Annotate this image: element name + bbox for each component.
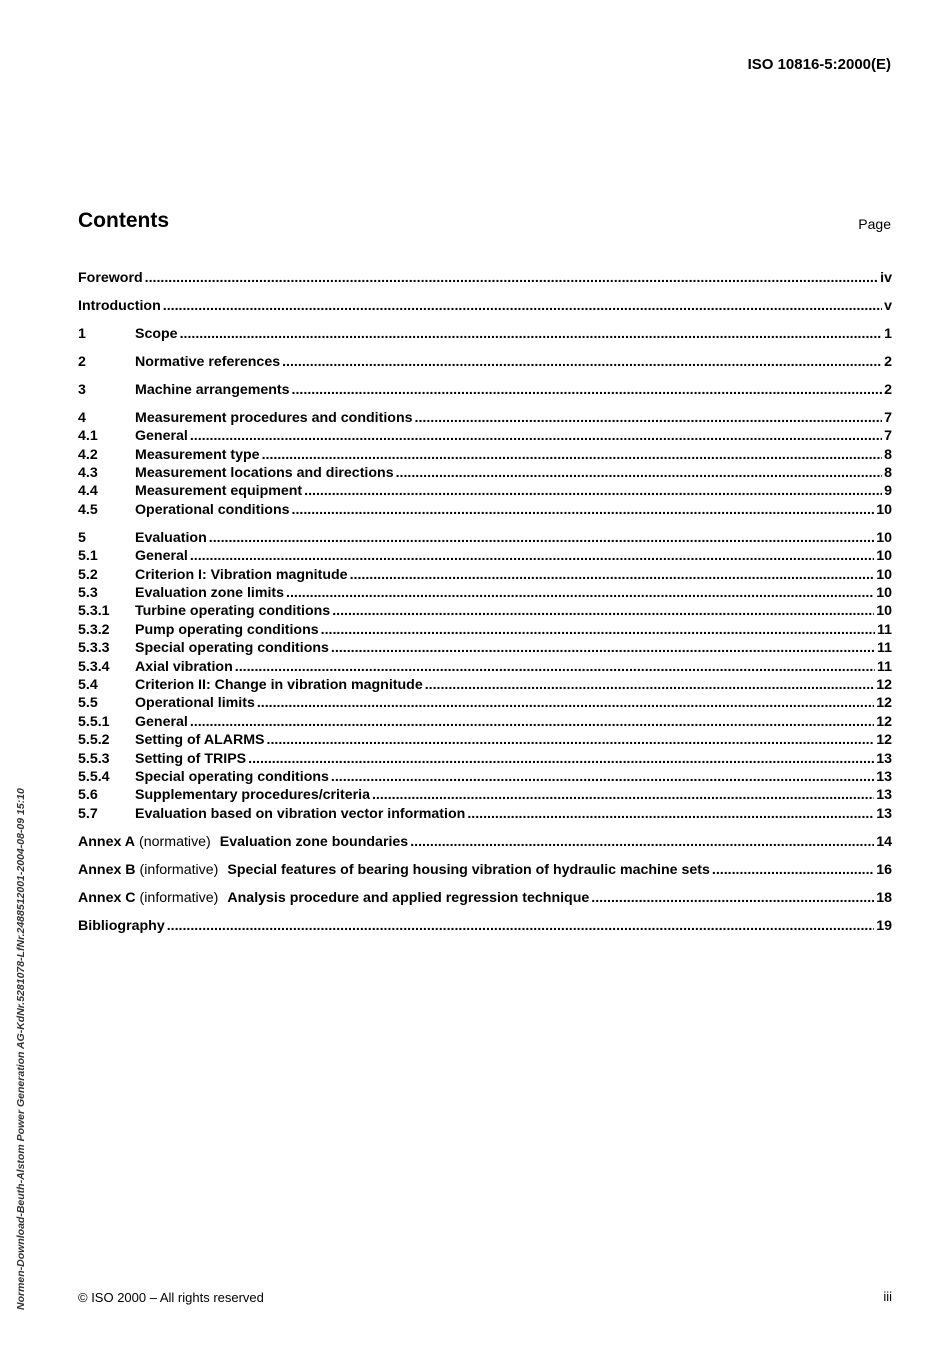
- toc-entry[interactable]: [78, 465, 892, 483]
- toc-entry[interactable]: [78, 326, 892, 344]
- toc-entry-page: 10: [876, 585, 892, 602]
- toc-entry[interactable]: [78, 695, 892, 713]
- toc-entry[interactable]: [78, 585, 892, 603]
- annex-label: Annex C: [78, 889, 136, 906]
- toc-entry-page: 13: [876, 805, 892, 822]
- toc-entry-title: Measurement type: [135, 446, 260, 463]
- toc-entry-number: 4.5: [78, 501, 98, 518]
- toc-entry-page: 14: [876, 833, 892, 850]
- toc-leader-dots: [467, 806, 874, 822]
- annex-title: Evaluation zone boundaries: [219, 833, 409, 850]
- toc-entry-number: 4.2: [78, 446, 98, 463]
- toc-leader-dots: [321, 622, 875, 638]
- toc-leader-dots: [331, 769, 874, 785]
- toc-leader-dots: [257, 695, 874, 711]
- table-of-contents: [78, 270, 892, 936]
- toc-entry[interactable]: [78, 622, 892, 640]
- page-column-label: Page: [858, 216, 891, 232]
- toc-entry-title: Operational conditions: [135, 501, 290, 518]
- toc-entry-title: Introduction: [78, 297, 161, 314]
- annex-title: Special features of bearing housing vibration of hydraulic machine sets: [227, 861, 710, 878]
- toc-entry-title: Setting of TRIPS: [135, 750, 247, 767]
- document-id: ISO 10816-5:2000(E): [747, 56, 891, 73]
- toc-entry-number: 5.3: [78, 585, 98, 602]
- toc-leader-dots: [235, 659, 875, 675]
- toc-entry-title: Turbine operating conditions: [135, 603, 331, 620]
- toc-entry-title: Bibliography: [78, 917, 165, 934]
- toc-entry-page: 11: [877, 658, 892, 675]
- toc-entry-number: 2: [78, 353, 86, 370]
- toc-entry-title: Measurement procedures and conditions: [135, 409, 413, 426]
- toc-bibliography-entry[interactable]: [78, 918, 892, 936]
- toc-entry[interactable]: [78, 732, 892, 750]
- toc-leader-dots: [163, 298, 882, 314]
- toc-leader-dots: [331, 640, 875, 656]
- toc-entry-page: 19: [876, 917, 892, 934]
- toc-entry-title: Evaluation zone limits: [135, 585, 284, 602]
- toc-entry-number: 5.5.3: [78, 750, 110, 767]
- toc-entry-page: 11: [877, 640, 892, 657]
- toc-entry[interactable]: [78, 354, 892, 372]
- toc-leader-dots: [350, 567, 875, 583]
- annex-type: (informative): [139, 861, 219, 878]
- toc-entry-number: 5: [78, 529, 86, 546]
- toc-entry-page: 11: [877, 621, 892, 638]
- toc-leader-dots: [190, 714, 874, 730]
- toc-entry-number: 5.5: [78, 695, 98, 712]
- toc-entry-title: Special operating conditions: [135, 768, 329, 785]
- toc-entry-page: 16: [876, 861, 892, 878]
- toc-leader-dots: [209, 530, 874, 546]
- toc-entry[interactable]: [78, 806, 892, 824]
- toc-entry-title: Measurement equipment: [135, 483, 303, 500]
- toc-leader-dots: [282, 354, 882, 370]
- toc-entry-number: 4.1: [78, 428, 98, 445]
- toc-leader-dots: [267, 732, 875, 748]
- toc-entry-page: 12: [876, 676, 892, 693]
- toc-entry-number: 5.6: [78, 787, 98, 804]
- toc-entry-number: 5.3.1: [78, 603, 110, 620]
- toc-entry-page: 7: [884, 428, 892, 445]
- toc-entry[interactable]: [78, 603, 892, 621]
- toc-entry-page: 12: [876, 732, 892, 749]
- toc-entry[interactable]: [78, 382, 892, 400]
- toc-entry-title: Setting of ALARMS: [135, 732, 265, 749]
- toc-entry-title: General: [135, 713, 188, 730]
- toc-entry-title: Special operating conditions: [135, 640, 329, 657]
- annex-title: Analysis procedure and applied regression technique: [227, 889, 590, 906]
- toc-entry[interactable]: [78, 548, 892, 566]
- toc-entry-page: 7: [884, 409, 892, 426]
- toc-entry[interactable]: [78, 567, 892, 585]
- toc-entry-number: 4.4: [78, 483, 98, 500]
- toc-leader-dots: [190, 428, 882, 444]
- toc-entry-page: v: [884, 297, 892, 314]
- toc-entry-number: 1: [78, 325, 86, 342]
- toc-entry[interactable]: [78, 640, 892, 658]
- annex-type: (informative): [139, 889, 219, 906]
- toc-entry-title: Criterion I: Vibration magnitude: [135, 566, 348, 583]
- toc-leader-dots: [372, 787, 874, 803]
- toc-entry-page: 13: [876, 768, 892, 785]
- toc-entry-page: 2: [884, 353, 892, 370]
- toc-entry-number: 5.5.2: [78, 732, 110, 749]
- toc-entry-number: 5.7: [78, 805, 98, 822]
- toc-entry-number: 5.3.2: [78, 621, 110, 638]
- toc-leader-dots: [410, 834, 874, 850]
- toc-annex-entry[interactable]: [78, 862, 892, 880]
- toc-leader-dots: [292, 382, 883, 398]
- toc-entry-page: 13: [876, 787, 892, 804]
- toc-leader-dots: [262, 447, 883, 463]
- toc-entry-number: 5.2: [78, 566, 98, 583]
- toc-entry-title: Machine arrangements: [135, 381, 290, 398]
- toc-entry-number: 5.5.4: [78, 768, 110, 785]
- toc-entry-number: 5.5.1: [78, 713, 110, 730]
- download-watermark: Normen-Download-Beuth-Alstom Power Generation AG-KdNr.5281078-LfNr.2488512001-2004-08-09 15:10: [15, 788, 27, 1310]
- toc-entry[interactable]: [78, 298, 892, 316]
- toc-entry[interactable]: [78, 270, 892, 288]
- toc-entry-number: 3: [78, 381, 86, 398]
- annex-label: Annex A: [78, 833, 136, 850]
- toc-entry-number: 5.3.4: [78, 658, 110, 675]
- toc-entry-title: Supplementary procedures/criteria: [135, 787, 370, 804]
- page-title: Contents: [78, 209, 169, 232]
- toc-entry-page: 8: [884, 446, 892, 463]
- toc-leader-dots: [167, 918, 875, 934]
- toc-entry-number: 4: [78, 409, 86, 426]
- toc-entry-title: General: [135, 548, 188, 565]
- toc-entry-page: 12: [876, 695, 892, 712]
- toc-leader-dots: [425, 677, 875, 693]
- toc-entry[interactable]: [78, 483, 892, 501]
- toc-leader-dots: [591, 890, 874, 906]
- toc-entry-page: 8: [884, 465, 892, 482]
- toc-entry-title: Foreword: [78, 270, 143, 286]
- toc-entry[interactable]: [78, 659, 892, 677]
- toc-entry[interactable]: [78, 428, 892, 446]
- toc-entry-number: 5.1: [78, 548, 98, 565]
- toc-leader-dots: [248, 751, 874, 767]
- toc-entry-page: iv: [880, 270, 892, 286]
- toc-leader-dots: [180, 326, 883, 342]
- toc-leader-dots: [286, 585, 874, 601]
- toc-entry[interactable]: [78, 447, 892, 465]
- toc-leader-dots: [190, 548, 874, 564]
- toc-entry[interactable]: [78, 751, 892, 769]
- toc-entry[interactable]: [78, 787, 892, 805]
- annex-label: Annex B: [78, 861, 136, 878]
- toc-entry-title: Axial vibration: [135, 658, 233, 675]
- toc-entry-page: 2: [884, 381, 892, 398]
- toc-entry-page: 10: [876, 501, 892, 518]
- toc-leader-dots: [712, 862, 874, 878]
- toc-entry-number: 4.3: [78, 465, 98, 482]
- toc-entry-page: 10: [876, 566, 892, 583]
- toc-entry-title: Evaluation: [135, 529, 207, 546]
- toc-entry[interactable]: [78, 530, 892, 548]
- toc-entry-title: Measurement locations and directions: [135, 465, 394, 482]
- toc-leader-dots: [396, 465, 883, 481]
- toc-entry-number: 5.3.3: [78, 640, 110, 657]
- toc-entry-title: Scope: [135, 325, 178, 342]
- copyright-notice: © ISO 2000 – All rights reserved: [78, 1290, 264, 1305]
- toc-leader-dots: [332, 603, 874, 619]
- toc-entry-page: 10: [876, 529, 892, 546]
- toc-annex-entry[interactable]: [78, 834, 892, 852]
- toc-entry-title: Operational limits: [135, 695, 255, 712]
- page-number: iii: [883, 1289, 892, 1304]
- toc-entry[interactable]: [78, 677, 892, 695]
- toc-entry-page: 13: [876, 750, 892, 767]
- toc-leader-dots: [292, 502, 875, 518]
- toc-annex-entry[interactable]: [78, 890, 892, 908]
- toc-entry-title: General: [135, 428, 188, 445]
- toc-entry-page: 10: [876, 548, 892, 565]
- toc-entry[interactable]: [78, 410, 892, 428]
- toc-entry-title: Evaluation based on vibration vector information: [135, 805, 466, 822]
- toc-entry-page: 9: [884, 483, 892, 500]
- toc-entry[interactable]: [78, 769, 892, 787]
- toc-entry-title: Criterion II: Change in vibration magnitude: [135, 676, 423, 693]
- toc-entry-title: Pump operating conditions: [135, 621, 319, 638]
- toc-entry-page: 10: [876, 603, 892, 620]
- toc-leader-dots: [415, 410, 883, 426]
- toc-entry-number: 5.4: [78, 676, 98, 693]
- toc-entry-page: 1: [884, 325, 892, 342]
- toc-entry-page: 18: [876, 889, 892, 906]
- toc-entry-title: Normative references: [135, 353, 281, 370]
- toc-entry[interactable]: [78, 502, 892, 520]
- toc-leader-dots: [304, 483, 882, 499]
- toc-entry[interactable]: [78, 714, 892, 732]
- annex-type: (normative): [139, 833, 211, 850]
- toc-entry-page: 12: [876, 713, 892, 730]
- toc-leader-dots: [145, 270, 879, 286]
